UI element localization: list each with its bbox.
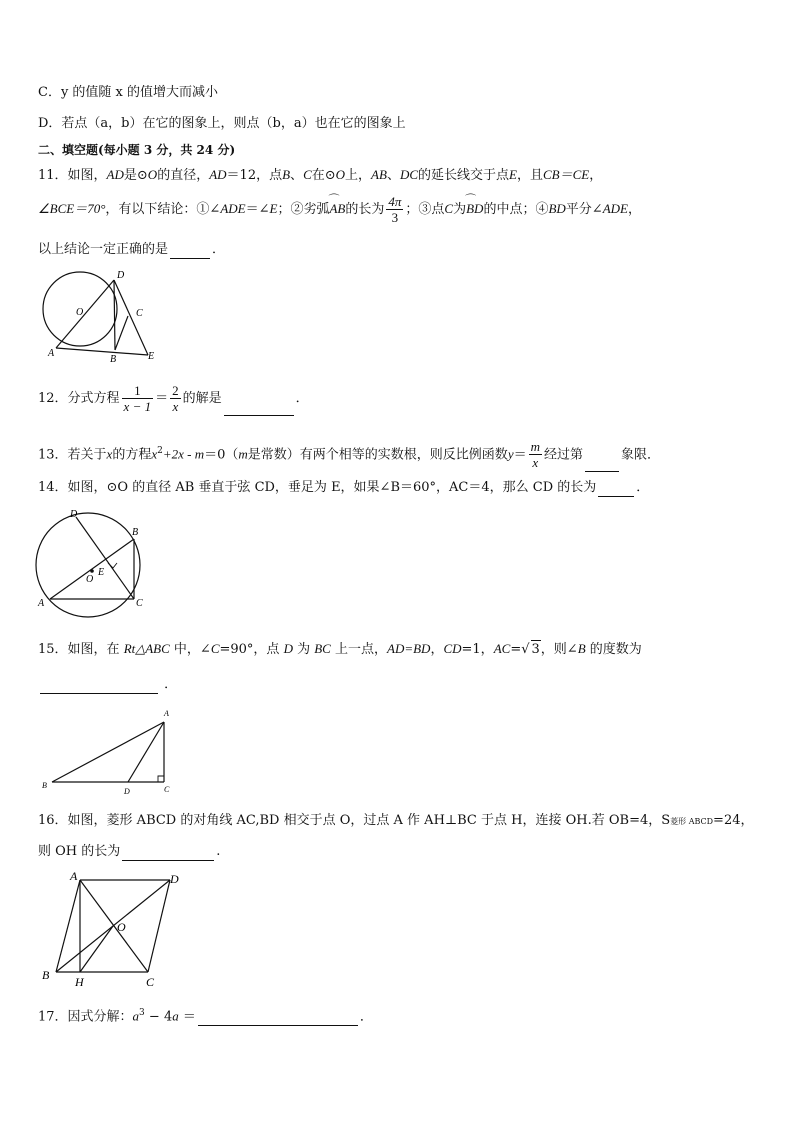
answer-blank: [40, 693, 158, 694]
answer-blank: [170, 258, 210, 259]
label-O: O: [76, 307, 84, 318]
q14: 14．如图，⊙O 的直径 AB 垂直于弦 CD，垂足为 E，如果∠B＝60°，AC＝4，那么 CD 的长为 ．: [38, 480, 650, 495]
option-c: C．y 的值随 x 的值增大而减小: [38, 85, 219, 100]
label-B: B: [132, 527, 139, 538]
section-heading: 二、填空题(每小题 3 分，共 24 分): [38, 143, 236, 157]
label-C: C: [146, 975, 155, 989]
label-D: D: [124, 787, 130, 796]
q11-line3: 以上结论一定正确的是 ．: [38, 242, 226, 257]
label-C: C: [136, 598, 143, 609]
label-D: D: [170, 872, 179, 886]
q11-figure: [40, 268, 170, 368]
q16-figure: [40, 866, 190, 991]
q15-figure: [40, 708, 180, 798]
label-B: B: [110, 354, 117, 365]
label-E: E: [98, 567, 105, 578]
answer-blank: [585, 471, 619, 472]
label-C: C: [164, 785, 170, 794]
answer-blank: [224, 415, 294, 416]
label-A: A: [70, 869, 78, 883]
label-A: A: [48, 348, 55, 359]
label-O: O: [117, 920, 126, 934]
q11-line1: 11．如图，AD是⊙O的直径，AD＝12，点B、C在⊙O上，AB、DC的延长线交于点E，且CB＝CE，: [38, 167, 603, 183]
label-H: H: [75, 975, 84, 989]
q16-line1: 16．如图，菱形 ABCD 的对角线 AC,BD 相交于点 O，过点 A 作 AH⊥BC 于点 H，连接 OH.若 OB=4，S菱形 ABCD=24，: [38, 813, 754, 828]
q15: 15．如图，在 Rt△ABC 中，∠C=90°，点 D 为 BC 上一点，AD=BD，CD=1，AC=√ 3，则∠B 的度数为: [38, 641, 642, 657]
fraction-4pi-over-3: $\frac{4\pi}{3}$: [388, 194, 402, 225]
q16-line2: 则 OH 的长为 .: [38, 844, 221, 859]
label-B: B: [42, 781, 47, 790]
label-D: D: [117, 270, 125, 281]
label-O: O: [86, 574, 94, 585]
label-D: D: [70, 509, 78, 520]
q11-line2: ∠BCE＝70°，有以下结论：①∠ADE＝∠E；②劣弧⌒ AB的长为 $\frac{4\pi}{3}$ ；③点C为⌒ BD的中点；④BD平分∠ADE，: [38, 194, 641, 225]
label-E: E: [148, 351, 155, 362]
label-A: A: [164, 709, 169, 718]
q17: 17．因式分解：$a^3 - 4a$ ＝ ．: [38, 1008, 373, 1025]
label-B: B: [42, 968, 50, 982]
q13: 13．若关于x的方程$x^2+2x - m=0(m$是常数）有两个相等的实数根，则反比例函数y＝ $\frac{m}{x}$ 经过第 象限．: [38, 439, 661, 471]
q15-answer-line: ．: [38, 676, 177, 694]
answer-blank: [122, 860, 214, 861]
option-d: D．若点（a，b）在它的图象上，则点（b，a）也在它的图象上: [38, 116, 406, 131]
answer-blank: [198, 1025, 358, 1026]
q12: 12．分式方程 $\frac{1}{x - 1}$ ＝ $\frac{2}{x}$ 的解是 ．: [38, 383, 309, 414]
label-A: A: [38, 598, 45, 609]
label-C: C: [136, 308, 143, 319]
q14-figure: [36, 505, 156, 620]
answer-blank: [598, 496, 634, 497]
